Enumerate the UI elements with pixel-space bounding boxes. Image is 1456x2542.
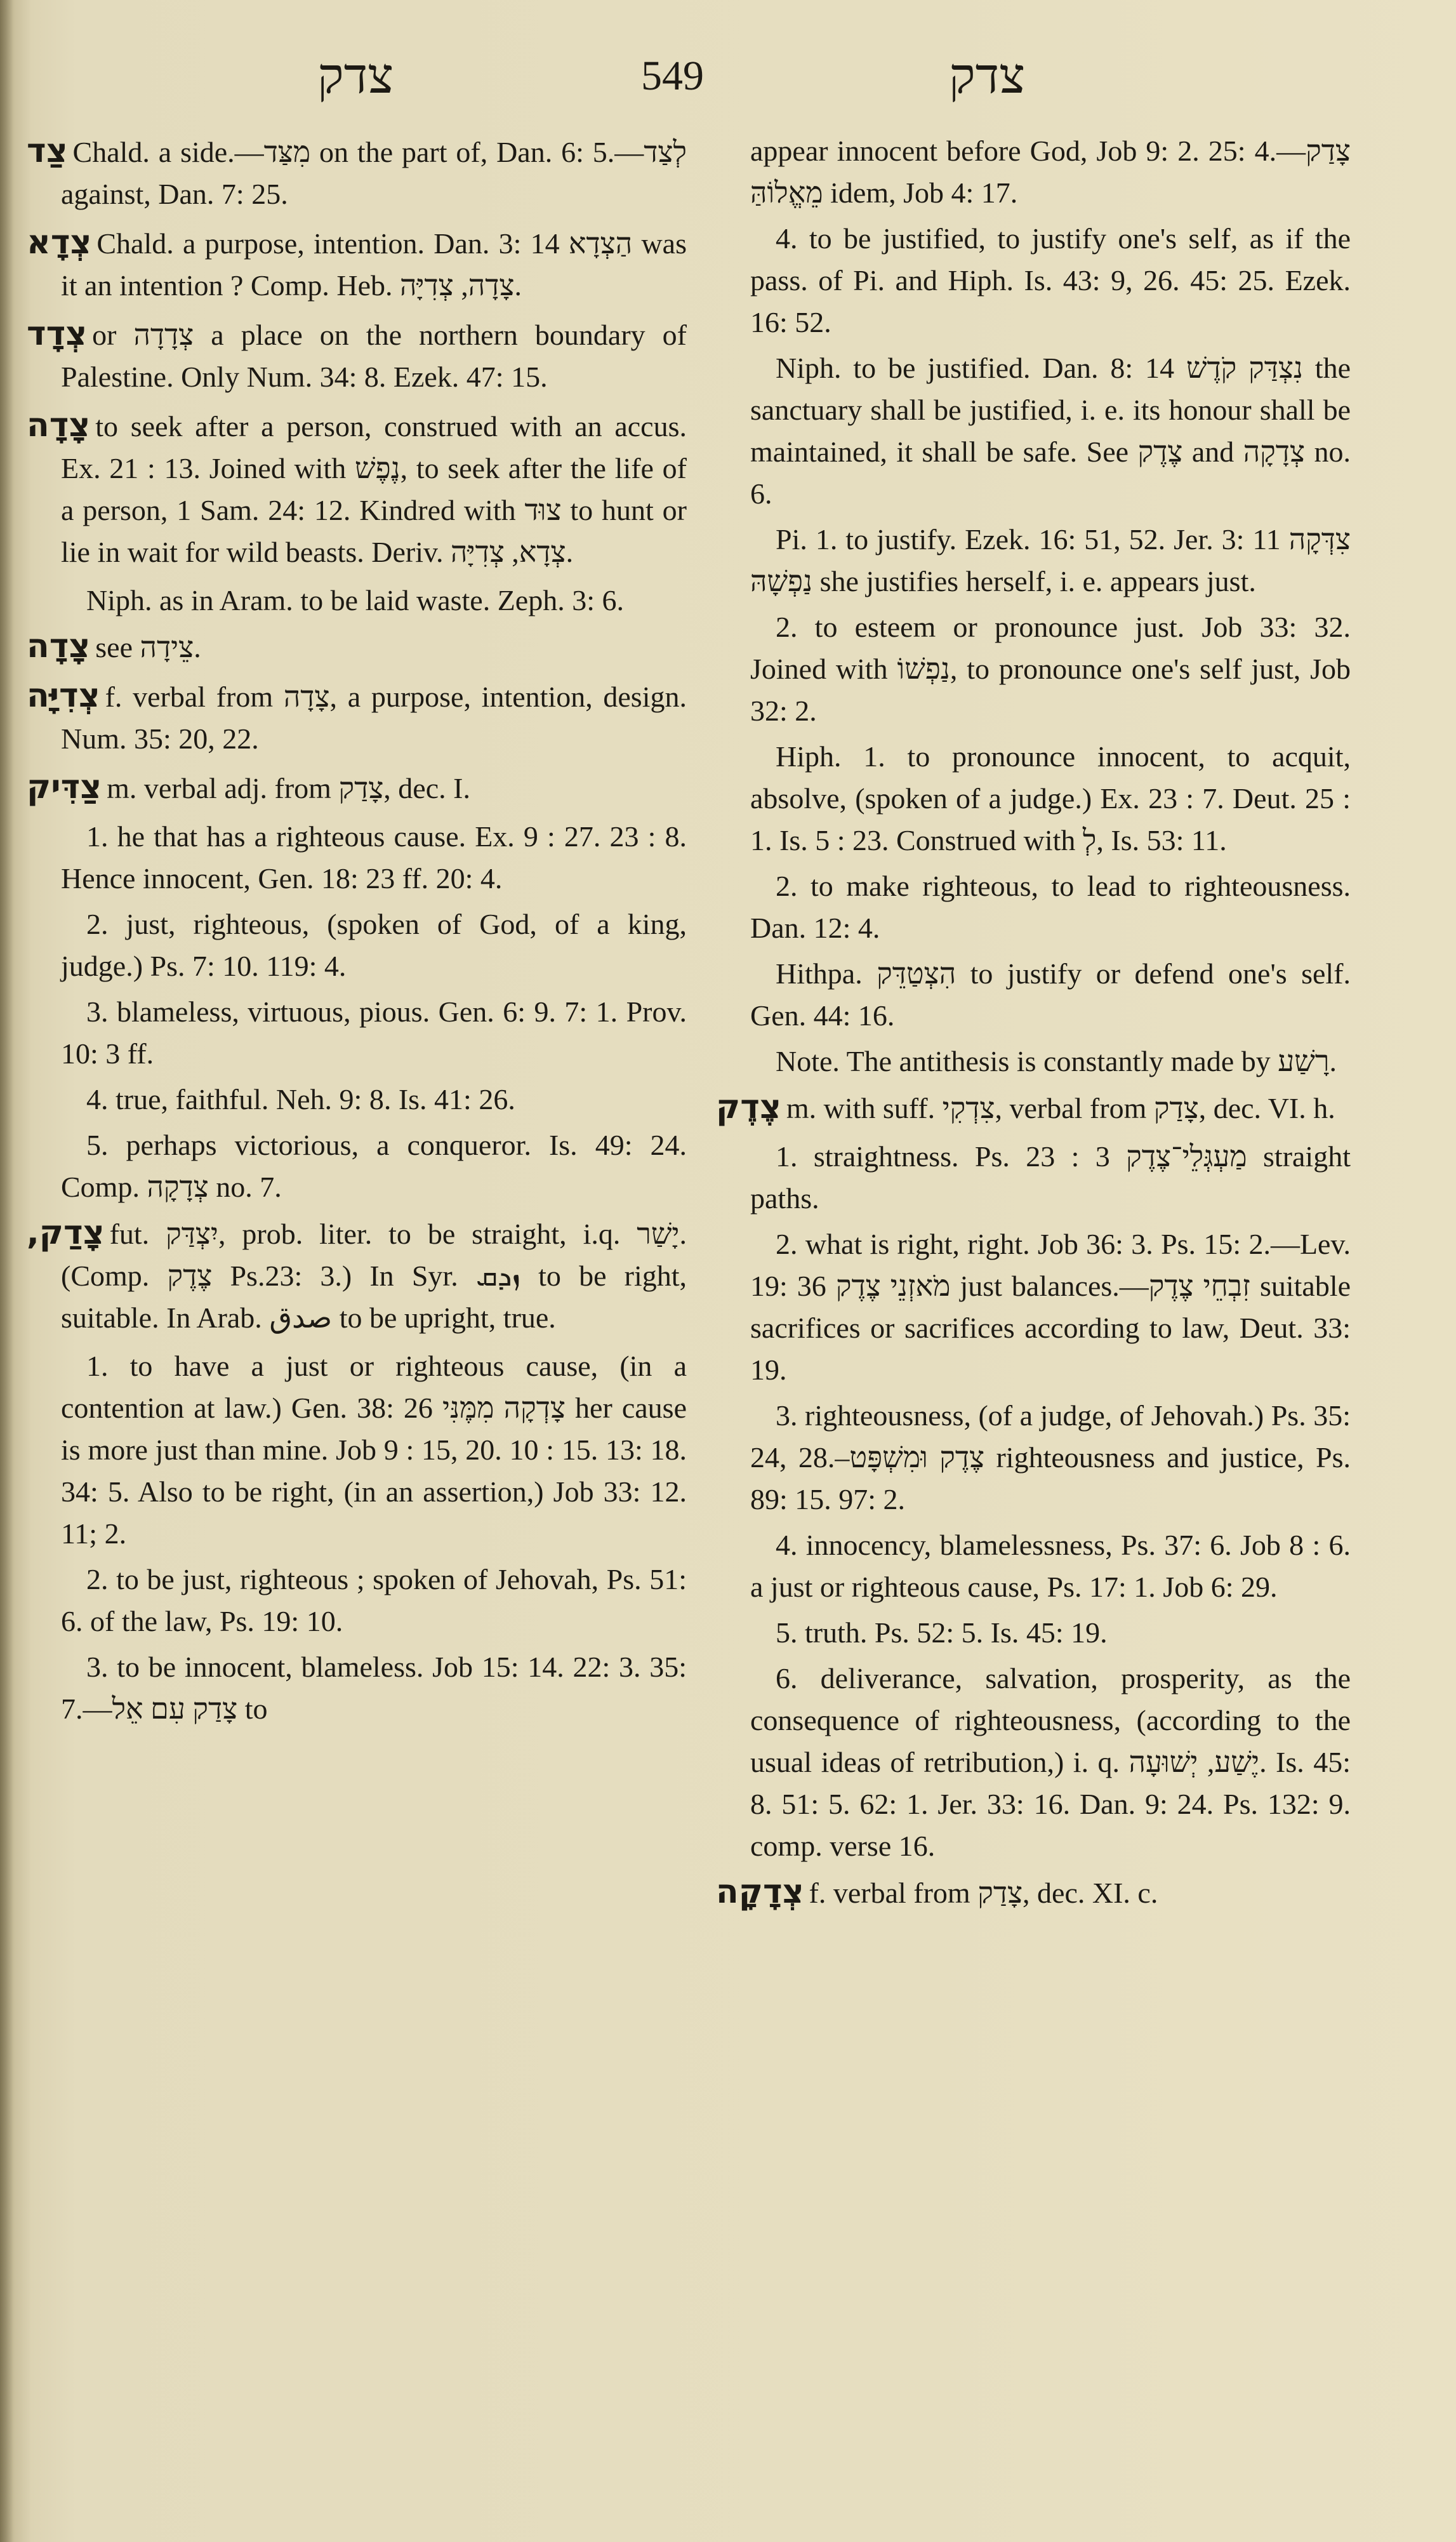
entry-sense: 2. to make righteous, to lead to righteousness. Dan. 12: 4.: [750, 870, 1351, 944]
entry-text: Chald. a purpose, intention. Dan. 3: 14 הַצְדָא was it an intention ? Comp. Heb. צָדָה, צְדִיָּה.: [61, 227, 687, 302]
headword: צָדָה: [27, 406, 91, 444]
headword: צְדָקָה: [716, 1873, 804, 1911]
entry-sense: Niph. to be justified. Dan. 8: 14 נִצְדַּק קֹדֶשׁ the sanctuary shall be justified, i. e. its honour shall be maintained, it shall be safe. See צֶדֶק and צְדָקָה no. 6.: [750, 352, 1351, 510]
dictionary-entry: [27, 313, 687, 398]
dictionary-entry: [27, 625, 687, 669]
entry-text: fut. יִצְדַּק, prob. liter. to be straight, i.q. יָשַׁר. (Comp. צֶדֶק Ps.23: 3.) In Syr. ܙܕܩ to be right, suitable. In Arab. صدق to be upright, true.: [61, 1218, 687, 1334]
dictionary-entry: [27, 222, 687, 307]
header-right-word: צדק: [949, 48, 1026, 105]
entry-sense: 4. innocency, blamelessness, Ps. 37: 6. Job 8 : 6. a just or righteous cause, Ps. 17: 1. Job 6: 29.: [750, 1529, 1351, 1603]
entry-sense: 3. blameless, virtuous, pious. Gen. 6: 9. 7: 1. Prov. 10: 3 ff.: [61, 995, 687, 1070]
headword: צָדָה: [27, 627, 91, 665]
entry-sense: 1. to have a just or righteous cause, (in a contention at law.) Gen. 38: 26 צָדְקָה מִמֶּנִּי her cause is more just than mine. Job 9 : 15, 20. 10 : 15. 13: 18. 34: 5. Also to be right, (in an assertion,) Job 33: 12. 11; 2.: [61, 1350, 687, 1550]
entry-sense: Pi. 1. to justify. Ezek. 16: 51, 52. Jer. 3: 11 צִדְּקָה נַפְשָׁהּ she justifies herself, i. e. appears just.: [750, 523, 1351, 597]
page-number: 549: [641, 53, 704, 99]
entry-sense: 6. deliverance, salvation, prosperity, as the consequence of righteousness, (according to the usual ideas of retribution,) i. q. יֶשַׁע, יְשׁוּעָה. Is. 45: 8. 51: 5. 62: 1. Jer. 33: 16. Dan. 9: 24. Ps. 132: 9. comp. verse 16.: [750, 1662, 1351, 1862]
entry-text: m. with suff. צִדְקִי, verbal from צָדַק, dec. VI. h.: [786, 1092, 1335, 1124]
headword: צְדָד: [27, 315, 88, 353]
dictionary-entry: [27, 404, 687, 573]
entry-continuation: appear innocent before God, Job 9: 2. 25: 4.—צָדַק מֵאֱלוֹהַּ idem, Job 4: 17.: [750, 135, 1351, 209]
dictionary-entry: [716, 1871, 1351, 1914]
entry-text: see צֵידָה.: [95, 631, 201, 663]
entry-sense: 3. to be innocent, blameless. Job 15: 14. 22: 3. 35: 7.—צָדַק עִם אֵל to: [61, 1651, 687, 1725]
entry-text: m. verbal adj. from צָדַק, dec. I.: [107, 772, 470, 804]
entry-text: f. verbal from צָדָה, a purpose, intention, design. Num. 35: 20, 22.: [61, 681, 687, 755]
dictionary-entry: [27, 1212, 687, 1339]
running-header: [0, 44, 1456, 114]
entry-sense: 1. he that has a righteous cause. Ex. 9 : 27. 23 : 8. Hence innocent, Gen. 18: 23 ff. 20: 4.: [61, 820, 687, 895]
entry-text: to seek after a person, construed with an accus. Ex. 21 : 13. Joined with נֶפֶשׁ, to seek after the life of a person, 1 Sam. 24: 12. Kindred with צוּד to hunt or lie in wait for wild beasts. Deriv. צְדָא, צְדִיָּה.: [61, 410, 687, 568]
entry-sense: 1. straightness. Ps. 23 : 3 מַעְגְּלֵי־צֶדֶק straight paths.: [750, 1140, 1351, 1214]
entry-sense: 3. righteousness, (of a judge, of Jehovah.) Ps. 35: 24, 28.–צֶדֶק וּמִשְׁפָּט righteousness and justice, Ps. 89: 15. 97: 2.: [750, 1399, 1351, 1515]
entry-text: or צְדָדָה a place on the northern boundary of Palestine. Only Num. 34: 8. Ezek. 47: 15.: [61, 319, 687, 393]
headword: צָדַק,: [27, 1214, 105, 1252]
headword: צַדִּיק: [27, 768, 102, 806]
headword: צְדָא: [27, 223, 92, 262]
left-column: [27, 130, 687, 1734]
header-left-word: צדק: [317, 48, 394, 105]
entry-sense: 5. perhaps victorious, a conqueror. Is. 49: 24. Comp. צְדָקָה no. 7.: [61, 1129, 687, 1203]
headword: צְדִיָּה: [27, 677, 100, 715]
entry-sense: 4. to be justified, to justify one's self, as if the pass. of Pi. and Hiph. Is. 43: 9, 26. 45: 25. Ezek. 16: 52.: [750, 222, 1351, 338]
entry-sense: 2. to be just, righteous ; spoken of Jehovah, Ps. 51: 6. of the law, Ps. 19: 10.: [61, 1563, 687, 1637]
dictionary-entry: [716, 1086, 1351, 1129]
entry-sense: 2. to esteem or pronounce just. Job 33: 32. Joined with נַפְשׁוֹ, to pronounce one's self just, Job 32: 2.: [750, 611, 1351, 727]
entry-text: Chald. a side.—מִצַּד on the part of, Dan. 6: 5.—לְצַד against, Dan. 7: 25.: [61, 136, 687, 210]
dictionary-entry: [27, 130, 687, 215]
entry-sense: Hithpa. הִצְטַדֵּק to justify or defend one's self. Gen. 44: 16.: [750, 957, 1351, 1032]
entry-sense: Niph. as in Aram. to be laid waste. Zeph. 3: 6.: [86, 584, 625, 616]
dictionary-entry: [27, 766, 687, 809]
dictionary-entry: [27, 675, 687, 760]
entry-sense: 4. true, faithful. Neh. 9: 8. Is. 41: 26.: [86, 1083, 515, 1115]
right-column: [716, 130, 1351, 1920]
entry-sense: Hiph. 1. to pronounce innocent, to acquit, absolve, (spoken of a judge.) Ex. 23 : 7. Deut. 25 : 1. Is. 5 : 23. Construed with לְ, Is. 53: 11.: [750, 740, 1351, 856]
entry-sense: 2. what is right, right. Job 36: 3. Ps. 15: 2.—Lev. 19: 36 מֹאזְנֵי צֶדֶק just balances.—זִבְחֵי צֶדֶק suitable sacrifices or sacrifices according to law, Deut. 33: 19.: [750, 1228, 1351, 1386]
entry-sense: 5. truth. Ps. 52: 5. Is. 45: 19.: [776, 1616, 1108, 1649]
headword: צֶדֶק: [716, 1088, 781, 1126]
entry-sense: 2. just, righteous, (spoken of God, of a king, judge.) Ps. 7: 10. 119: 4.: [61, 908, 687, 982]
headword: צַד: [27, 132, 68, 170]
entry-sense: Note. The antithesis is constantly made by רָשַׁע.: [776, 1045, 1337, 1077]
entry-text: f. verbal from צָדַק, dec. XI. c.: [809, 1877, 1158, 1909]
